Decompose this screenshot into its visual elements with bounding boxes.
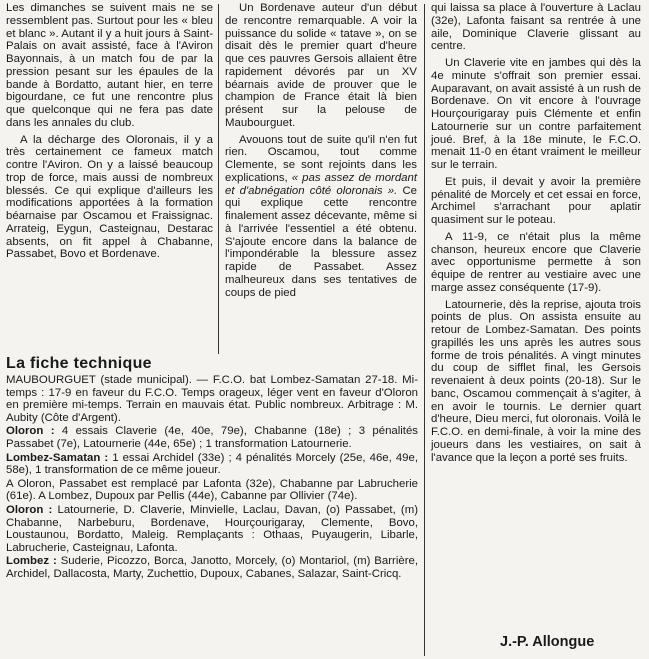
paragraph: Les dimanches se suivent mais ne se ressemblent pas. Surtout pour les « bleu et blanc ». Autant il y a huit jours à Saint-Palais on avait assisté, face à l'Aviron Bayonnais, à un match fou de par la pression pesant sur les épaules de la bande à Bordatto, autant hier, en terre bigourdane, ce fut une rencontre plus que quelconque qui ne fera pas date dans les annales du club.	[6, 2, 213, 129]
fiche-lombez-lineup	[6, 555, 418, 580]
column-divider-2	[424, 4, 425, 656]
quote: « pas assez de mordant et d'abnégation côté oloronais ».	[225, 171, 417, 197]
article-column-2	[225, 2, 417, 303]
text-run: Suderie, Picozzo, Borca, Janotto, Morcely, (o) Montariol, (m) Barrière, Archidel, Dallacosta, Marty, Zuchettio, Dupoux, Cabanes, Salazar, Saint-Cricq.	[6, 555, 418, 580]
fiche-technique-body	[6, 374, 418, 582]
fiche-technique-title: La fiche technique	[6, 355, 152, 372]
team-label: Lombez :	[6, 555, 57, 568]
team-label: Lombez-Samatan :	[6, 451, 109, 464]
author-signature: J.-P. Allongue	[500, 634, 595, 650]
paragraph: Latournerie, dès la reprise, ajouta trois points de plus. On assista ensuite au retour de Lombez-Samatan. Des points grapillés les uns après les autres sous forme de trois pénalités. A vingt minutes du coup de sifflet final, les Gersois revenaient à deux points (20-18). Sur le banc, Oscamou commençait à s'agiter, à en avoir le tournis. Le dernier quart d'heure, Dieu merci, fut oloronais. Voilà le F.C.O. en demi-finale, à voir la mine des joueurs dans les vestiaires, on sait à l'avance que la leçon a porté ses fruits.	[431, 298, 641, 464]
text-run: Ce qui explique cette rencontre finalement assez décevante, même si à l'arrivée l'essentiel a été obtenu. S'ajoute encore dans la balance de l'impondérable la blessure assez rapide de Passabet. Assez malheureux dans ses tentatives de coups de pied	[225, 184, 418, 299]
fiche-lombez-scoring	[6, 452, 418, 477]
fiche-oloron-lineup	[6, 504, 418, 554]
paragraph: A la décharge des Oloronais, il y a très certainement ce fameux match contre l'Aviron. On y a laissé beaucoup trop de force, mais aussi de nombreux blessés. Ce qui explique d'ailleurs les modifications apportées à la formation béarnaise par Oscamou et Fraissignac. Arrateig, Eygun, Casteignau, Destarac absents, on fit appel à Chabanne, Passabet, Bovo et Bordenave.	[6, 133, 213, 261]
text-run: 1 essai Archidel (33e) ; 4 pénalités Morcely (25e, 46e, 49e, 58e), 1 transformation de ce même joueur.	[6, 451, 419, 477]
paragraph: qui laissa sa place à l'ouverture à Laclau (32e), Lafonta faisant sa rentrée à une aile, Dominique Claverie glissant au centre.	[431, 2, 641, 53]
fiche-changes: A Oloron, Passabet est remplacé par Lafonta (32e), Chabanne par Labrucherie (61e). A Lombez, Dupoux par Pellis (44e), Cabanne par Ollivier (74e).	[6, 477, 418, 503]
column-divider-1	[218, 4, 219, 354]
paragraph: A 11-9, ce n'était plus la même chanson, heureux encore que Claverie avec opportunisme permette à son équipe de rentrer au vestiaire avec une marge assez conséquente (17-9).	[431, 230, 641, 294]
paragraph: Et puis, il devait y avoir la première pénalité de Morcely et cet essai en force, Archimel s'arrachant pour aplatir quasiment sur le poteau.	[431, 175, 641, 226]
paragraph: Un Claverie vite en jambes qui dès la 4e minute s'offrait son premier essai. Auparavant, on avait assisté à un rush de Bordenave. On vit encore à l'ouvrage Hourçourigaray puis Clémente et enfin Latournerie sur un contre parfaitement joué. Bref, à la 18e minute, le F.C.O. menait 11-0 en étant vraiment le meilleur sur le terrain.	[431, 57, 641, 171]
paragraph: Un Bordenave auteur d'un début de rencontre remarquable. A voir la puissance du solide « tatave », on se disait dès le premier quart d'heure que ces pauvres Gersois allaient être rapidement dévorés par un XV béarnais avide de prouver que le champion de France était là bien présent sur la pelouse de Maubourguet.	[225, 2, 417, 129]
text-run: Avouons tout de suite qu'il n'en fut rien. Oscamou, tout comme Clemente, se sont rejoints dans les explications,	[225, 133, 417, 184]
paragraph	[225, 134, 417, 300]
article-column-3	[431, 2, 641, 468]
fiche-intro: MAUBOURGUET (stade municipal). — F.C.O. bat Lombez-Samatan 27-18. Mi-temps : 17-9 en faveur du F.C.O. Temps orageux, léger vent en faveur d'Oloron en première mi-temps. Terrain en mauvais état. Public nombreux. Arbitrage : M. Aubity (Côte d'Argent).	[6, 374, 418, 424]
text-run: Latournerie, D. Claverie, Minvielle, Laclau, Davan, (o) Passabet, (m) Chabanne, Narbeburu, Bordenave, Hourçourigaray, Clemente, Bovo, Loustaunou, Bordatto, Maleig. Remplaçants : Othaas, Puyaugerin, Libarle, Labrucherie, Casteignau, Lafonta.	[6, 503, 418, 554]
article-column-1	[6, 2, 213, 265]
text-run: 4 essais Claverie (4e, 40e, 79e), Chabanne (18e) ; 3 pénalités Passabet (7e), Latournerie (44e, 65e) ; 1 transformation Latournerie.	[6, 425, 418, 450]
team-label: Oloron :	[6, 425, 55, 438]
fiche-oloron-scoring	[6, 425, 418, 450]
team-label: Oloron :	[6, 503, 53, 516]
